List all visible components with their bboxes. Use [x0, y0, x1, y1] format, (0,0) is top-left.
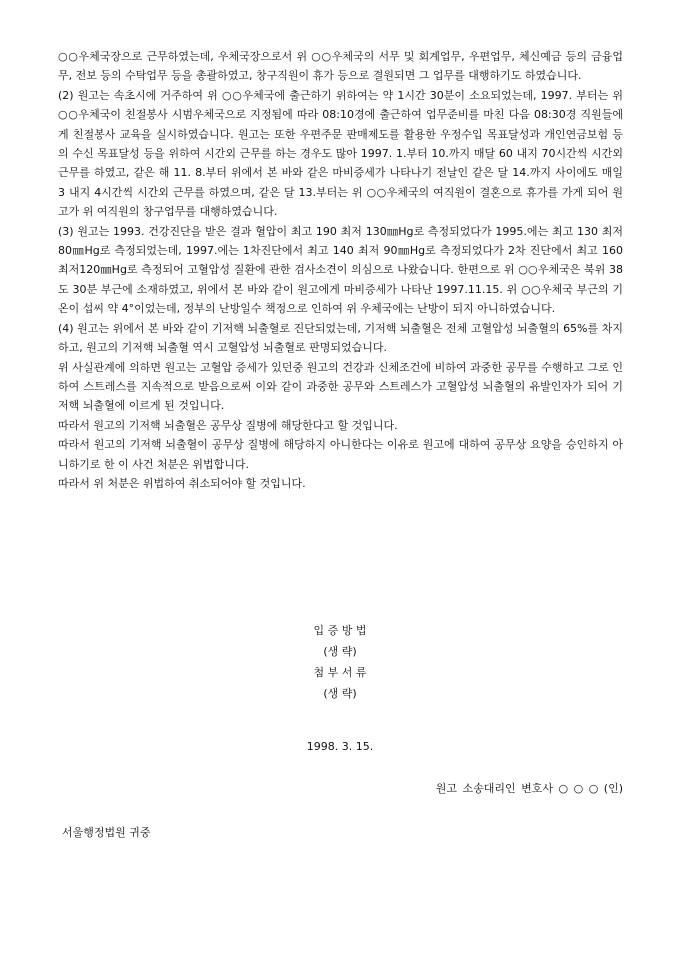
court-addressee: 서울행정법원 귀중	[62, 826, 151, 839]
paragraph-conclusion-3: 따라서 위 처분은 위법하여 취소되어야 할 것입니다.	[58, 476, 306, 490]
evidence-heading: 입 증 방 법	[313, 624, 367, 637]
paragraph-conclusion-1: 따라서 원고의 기저핵 뇌출혈은 공무상 질병에 해당한다고 할 것입니다.	[58, 418, 398, 432]
attachments-heading: 첨 부 서 류	[313, 666, 367, 679]
filing-date: 1998. 3. 15.	[306, 740, 374, 753]
paragraph-role-description: ○○우체국장으로 근무하였는데, 우체국장으로서 위 ○○우체국의 서무 및 회계업무, 우편업무, 체신예금 등의 금융업무, 전보 등의 수탁업무 등을 총괄하였고, 창구직원이 휴가 등으로 결원되면 그 업무를 대행하기도 하였습니다.	[58, 50, 623, 83]
evidence-attachments-block	[0, 620, 680, 704]
signer-line: 원고 소송대리인 변호사 ○ ○ ○ (인)	[435, 782, 623, 795]
paragraph-conclusion-2: 따라서 원고의 기저핵 뇌출혈이 공무상 질병에 해당하지 아니한다는 이유로 원고에 대하여 공무상 요양을 승인하지 아니하기로 한 이 사건 처분은 위법합니다.	[58, 438, 623, 471]
evidence-note: (생 략)	[323, 645, 357, 658]
paragraph-causation: 위 사실관계에 의하면 원고는 고혈압 증세가 있던중 원고의 건강과 신체조건에 비하여 과중한 공무를 수행하고 그로 인하여 스트레스를 지속적으로 받음으로써 이와 같이 과중한 공무와 스트레스가 고혈압성 뇌출혈의 유발인자가 되어 기저핵 뇌출혈에 이르게 된 것입니다.	[58, 360, 623, 413]
document-body	[58, 47, 623, 493]
attachments-note: (생 략)	[323, 687, 357, 700]
paragraph-diagnosis: (4) 원고는 위에서 본 바와 같이 기저핵 뇌출혈로 진단되었는데, 기저핵 뇌출혈은 전체 고혈압성 뇌출혈의 65%를 차지하고, 원고의 기저핵 뇌출혈 역시 고혈압성 뇌출혈로 판명되었습니다.	[58, 321, 623, 355]
paragraph-blood-pressure: (3) 원고는 1993. 건강진단을 받은 결과 혈압이 최고 190 최저 130㎜Hg로 측정되었다가 1995.에는 최고 130 최저 80㎜Hg로 측정되었는데, 1997.에는 1차진단에서 최고 140 최저 90㎜Hg로 측정되었다가 2차 진단에서 최고 160 최저120㎜Hg로 측정되어 고혈압성 질환에 관한 검사소견이 의심으로 나왔습니다. 한편으로 위 ○○우체국은 북위 38도 30분 부근에 소재하였고, 위에서 본 바와 같이 원고에게 마비증세가 나타난 1997.11.15. 위 ○○우체국 부근의 기온이 섭씨 약 4°이었는데, 정부의 난방일수 책정으로 인하여 위 우체국에는 난방이 되지 아니하였습니다.	[58, 224, 623, 316]
paragraph-commute-overtime: (2) 원고는 속초시에 거주하여 위 ○○우체국에 출근하기 위하여는 약 1시간 30분이 소요되었는데, 1997. 부터는 위 ○○우체국이 친절봉사 시범우체국으로 지정됨에 따라 08:10경에 출근하여 업무준비를 마친 다음 08:30경 직원들에게 친절봉사 교육을 실시하였습니다. 원고는 또한 우편주문 판매제도를 활용한 우정수입 목표달성과 개인연금보험 등의 수신 목표달성 등을 위하여 시간외 근무를 하는 경우도 많아 1997. 1.부터 10.까지 매달 60 내지 70시간씩 시간외 근무를 하였고, 같은 해 11. 8.부터 위에서 본 바와 같은 마비증세가 나타나기 전날인 같은 달 14.까지 사이에도 매일 3 내지 4시간씩 시간외 근무를 하였으며, 같은 달 13.부터는 위 ○○우체국의 여직원이 결혼으로 휴가를 가게 되어 원고가 위 여직원의 창구업무를 대행하였습니다.	[58, 88, 623, 219]
